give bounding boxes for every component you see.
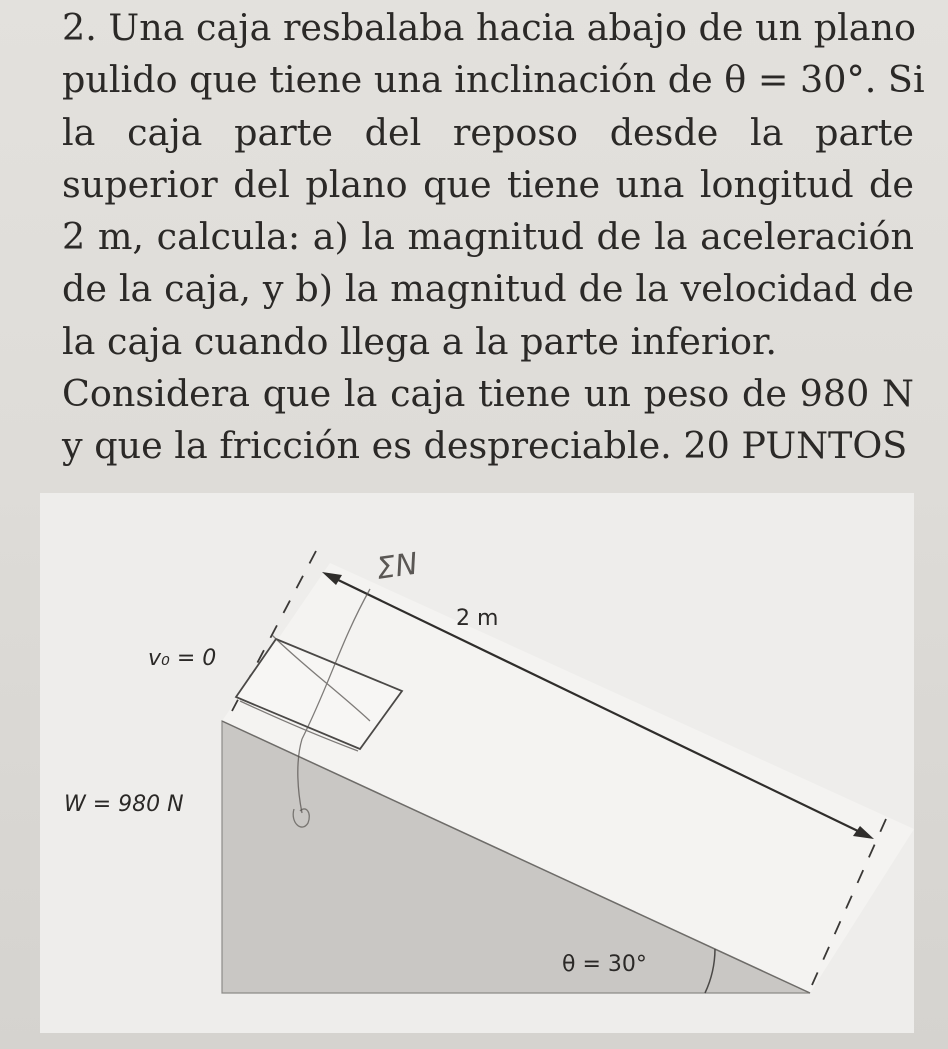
problem-line-8: Considera que la caja tiene un peso de 980 N	[62, 372, 914, 416]
problem-line-2: pulido que tiene una inclinación de θ = 30°. Si	[62, 58, 925, 102]
problem-line-4: superior del plano que tiene una longitud de	[62, 162, 914, 206]
weight-label: W = 980 N	[64, 792, 184, 817]
problem-statement	[62, 2, 925, 473]
angle-label: θ = 30°	[562, 952, 647, 977]
initial-velocity-label: v₀ = 0	[148, 646, 217, 671]
problem-line-6: de la caja, y b) la magnitud de la velocidad de	[62, 267, 914, 311]
handwritten-note: ΣN	[374, 546, 421, 587]
problem-line-7: la caja cuando llega a la parte inferior.	[62, 319, 778, 363]
problem-line-9: y que la fricción es despreciable. 20 PUNTOS	[62, 424, 908, 468]
problem-line-3: la caja parte del reposo desde la parte	[62, 110, 914, 154]
problem-line-5: 2 m, calcula: a) la magnitud de la aceleración	[62, 215, 914, 259]
incline-figure	[40, 493, 914, 1033]
length-label: 2 m	[456, 606, 499, 631]
problem-line-1: 2. Una caja resbalaba hacia abajo de un plano	[62, 6, 917, 49]
incline-diagram	[40, 493, 914, 1033]
